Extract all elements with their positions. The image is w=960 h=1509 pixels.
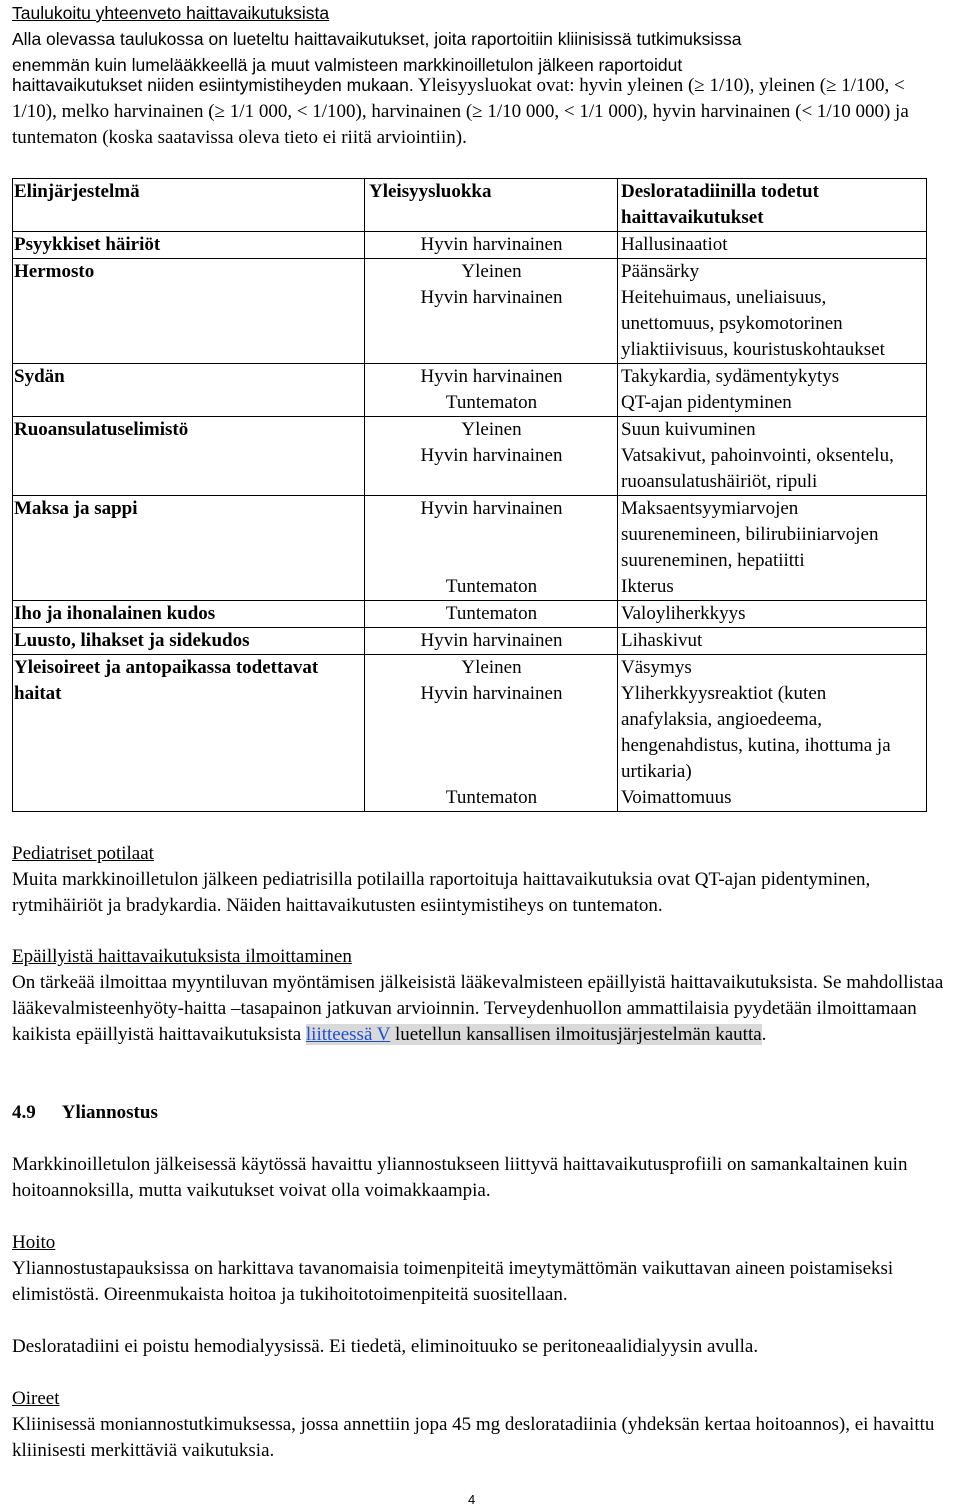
row-effects [618,628,927,655]
frequency-line: Hyvin harvinainen [420,445,563,466]
frequency-line [366,522,617,548]
effect-line: Väsymys [621,657,692,678]
row-effects [618,417,927,496]
intro-line: Alla olevassa taulukossa on lueteltu haittavaikutukset, joita raportoitiin kliinisissä tutkimuksissa [12,29,742,49]
table-header-row [13,179,927,232]
pediatric-section [12,841,947,919]
effect-line: Suun kuivuminen [621,419,756,440]
frequency-line: Hyvin harvinainen [420,287,563,308]
frequency-line: Tuntematon [445,603,538,624]
symptoms-section [12,1386,947,1464]
row-effects [618,364,927,417]
table-row [13,601,927,628]
effect-line: Vatsakivut, pahoinvointi, oksentelu, [621,445,894,466]
reporting-end: . [761,1024,767,1045]
row-effects [618,259,927,364]
reporting-section [12,944,947,1048]
reporting-link-tail: luetellun kansallisen ilmoitusjärjestelmän kautta [390,1024,762,1045]
frequency-line: Tuntematon [445,392,538,413]
treatment-section [12,1230,947,1308]
intro-section [12,0,947,78]
effect-line: Ikterus [621,576,674,597]
overdose-text [12,1152,947,1204]
symptoms-text: Kliinisessä moniannostutkimuksessa, jossa annettiin jopa 45 mg desloratadiinia (yhdeksän kertaa hoitoannos), ei havaittu kliinisesti merkittäviä vaikutuksia. [12,1414,935,1461]
reporting-link-highlight [306,1024,762,1045]
row-system: Maksa ja sappi [13,496,365,601]
table-row [13,259,927,364]
intro-heading: Taulukoitu yhteenveto haittavaikutuksista [12,3,330,23]
table-row [13,364,927,417]
row-system: Hermosto [13,259,365,364]
effect-line: QT-ajan pidentyminen [621,392,792,413]
treatment-heading: Hoito [12,1232,56,1253]
header-frequency: Yleisyysluokka [365,179,618,232]
table-row [13,655,927,812]
page-number: 4 [468,1492,476,1507]
pediatric-text: Muita markkinoilletulon jälkeen pediatrisilla potilailla raportoituja haittavaikutuksia ovat QT-ajan pidentyminen, rytmihäiriöt ja bradykardia. Näiden haittavaikutusten esiintymistiheys on tuntematon. [12,869,871,916]
frequency-line: Hyvin harvinainen [420,498,563,519]
effect-line: hengenahdistus, kutina, ihottuma ja [621,735,891,756]
table-row [13,628,927,655]
overdose-profile-text: Markkinoilletulon jälkeisessä käytössä havaittu yliannostukseen liittyvä haittavaikutusprofiili on samankaltainen kuin hoitoannoksilla, mutta vaikutukset voivat olla voimakkaampia. [12,1154,908,1201]
row-effects [618,232,927,259]
section-number: 4.9 [12,1102,36,1123]
effect-line: Hallusinaatiot [621,234,728,255]
effect-line: suureneminen, hepatiitti [621,550,805,571]
frequency-classes [12,72,927,151]
frequency-line: Hyvin harvinainen [420,683,563,704]
intro-line: enemmän kuin lumelääkkeellä ja muut valmisteen markkinoilletulon jälkeen raportoidut [12,55,683,75]
table-row [13,417,927,496]
adverse-effects-table [12,178,927,812]
frequency-line: Hyvin harvinainen [420,234,563,255]
frequency-line [366,707,617,733]
effect-line: Maksaentsyymiarvojen [621,498,799,519]
section-title: Yliannostus [61,1102,158,1123]
row-frequency [365,259,618,364]
frequency-line: Yleinen [461,419,522,440]
table-row [13,232,927,259]
frequency-line [366,469,617,495]
effect-line: ruoansulatushäiriöt, ripuli [621,471,818,492]
row-frequency [365,417,618,496]
frequency-classes-text: Yleisyysluokat ovat: hyvin yleinen (≥ 1/10), yleinen (≥ 1/100, < 1/10), melko harvinainen (≥ 1/1 000, < 1/100), harvinainen (≥ 1/10 000, < 1/1 000), hyvin harvinainen (< 1/10 000) ja tuntematon (koska saatavissa oleva tieto ei riitä arviointiin). [12,75,909,148]
table-body [13,232,927,812]
dialysis-section [12,1334,947,1360]
reporting-heading: Epäillyistä haittavaikutuksista ilmoittaminen [12,946,352,967]
effect-line: Heitehuimaus, uneliaisuus, [621,287,827,308]
row-effects [618,655,927,812]
header-system: Elinjärjestelmä [13,179,365,232]
header-effects: Desloratadiinilla todetut haittavaikutukset [618,179,927,232]
row-system: Iho ja ihonalainen kudos [13,601,365,628]
frequency-line: Hyvin harvinainen [420,366,563,387]
pediatric-heading: Pediatriset potilaat [12,843,154,864]
row-system: Luusto, lihakset ja sidekudos [13,628,365,655]
row-frequency [365,496,618,601]
frequency-line [366,759,617,785]
row-effects [618,496,927,601]
frequency-line [366,548,617,574]
symptoms-heading: Oireet [12,1388,60,1409]
frequency-line [366,733,617,759]
effect-line: Päänsärky [621,261,700,282]
row-frequency [365,655,618,812]
effect-line: Takykardia, sydämentykytys [621,366,840,387]
effect-line: Lihaskivut [621,630,703,651]
frequency-line: Yleinen [461,657,522,678]
table-row [13,496,927,601]
frequency-line: Yleinen [461,261,522,282]
row-frequency [365,628,618,655]
row-effects [618,601,927,628]
row-frequency [365,601,618,628]
effect-line: Yliherkkyysreaktiot (kuten [621,683,827,704]
frequency-line: Tuntematon [445,576,538,597]
row-frequency [365,232,618,259]
treatment-text: Yliannostustapauksissa on harkittava tavanomaisia toimenpiteitä imeytymättömän vaikuttavan aineen poistamiseksi elimistöstä. Oireenmukaista hoitoa ja tukihoitotoimenpiteitä suositellaan. [12,1258,894,1305]
frequency-line [366,337,617,363]
row-system: Psyykkiset häiriöt [13,232,365,259]
intro-line: haittavaikutukset niiden esiintymistiheyden mukaan. [12,75,414,95]
reporting-text: On tärkeää ilmoittaa myyntiluvan myöntämisen jälkeisistä lääkevalmisteen epäillyistä haittavaikutuksista. Se mahdollistaa lääkevalmisteenhyöty-haitta –tasapainon jatkuvan arvioinnin. Terveydenhuollon ammattilaisia pyydetään ilmoittamaan kaikista epäillyistä haittavaikutuksista [12,972,944,1045]
effect-line: suurenemineen, bilirubiiniarvojen [621,524,879,545]
effect-line: unettomuus, psykomotorinen [621,313,843,334]
effect-line: anafylaksia, angioedeema, [621,709,822,730]
frequency-line: Hyvin harvinainen [420,630,563,651]
row-system: Sydän [13,364,365,417]
frequency-line [366,311,617,337]
row-system: Yleisoireet ja antopaikassa todettavat haitat [13,655,365,812]
overdose-heading [12,1100,947,1126]
frequency-line: Tuntematon [445,787,538,808]
effect-line: Voimattomuus [621,787,732,808]
effect-line: Valoyliherkkyys [621,603,746,624]
effect-line: urtikaria) [621,761,692,782]
row-system: Ruoansulatuselimistö [13,417,365,496]
dialysis-text: Desloratadiini ei poistu hemodialyysissä. Ei tiedetä, eliminoituuko se peritoneaalidialyysin avulla. [12,1336,759,1357]
row-frequency [365,364,618,417]
annex-v-link[interactable]: liitteessä V [305,1024,391,1045]
effect-line: yliaktiivisuus, kouristuskohtaukset [621,339,885,360]
